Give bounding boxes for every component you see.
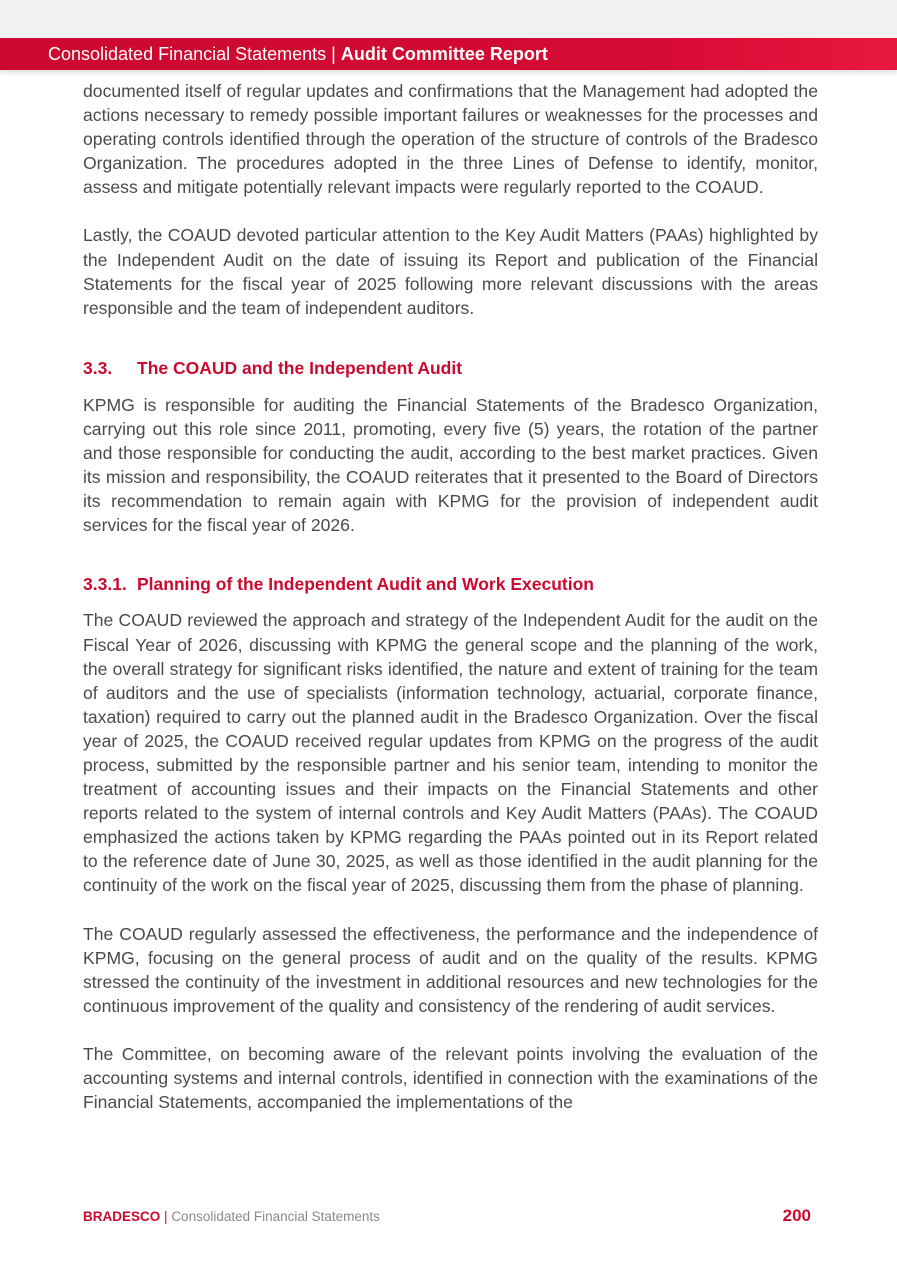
header-section: Consolidated Financial Statements bbox=[48, 44, 327, 64]
header-separator: | bbox=[331, 44, 336, 64]
page-content bbox=[83, 79, 818, 1114]
paragraph-continued: documented itself of regular updates and confirmations that the Management had adopted the actions necessary to remedy possible important failures or weaknesses for the processes and operating controls identified through the operation of the structure of controls of the Bradesco Organization. The procedures adopted in the three Lines of Defense to identify, monitor, assess and mitigate potentially relevant impacts were regularly reported to the COAUD. bbox=[83, 81, 818, 198]
section-heading-3-3-1 bbox=[83, 572, 818, 596]
section-number: 3.3. bbox=[83, 357, 113, 378]
paragraph-kpmg-responsibility: KPMG is responsible for auditing the Financial Statements of the Bradesco Organization, carrying out this role since 2011, promoting, every five (5) years, the rotation of the partner and those responsible for conducting the audit, according to the best market practices. Given its mission and responsibility, the COAUD reiterates that it presented to the Board of Directors its recommendation to remain again with KPMG for the provision of independent audit services for the fiscal year of 2026. bbox=[83, 394, 818, 536]
paragraph-audit-planning: The COAUD reviewed the approach and strategy of the Independent Audit for the audit on the Fiscal Year of 2026, discussing with KPMG the general scope and the planning of the work, the overall strategy for significant risks identified, the nature and extent of training for the team of auditors and the use of specialists (information technology, actuarial, corporate finance, taxation) required to carry out the planned audit in the Bradesco Organization. Over the fiscal year of 2025, the COAUD received regular updates from KPMG on the progress of the audit process, submitted by the responsible partner and his senior team, intending to monitor the treatment of accounting issues and their impacts on the Financial Statements and other reports related to the system of internal controls and Key Audit Matters (PAAs). The COAUD emphasized the actions taken by KPMG regarding the PAAs pointed out in its Report related to the reference date of June 30, 2025, as well as those identified in the audit planning for the continuity of the work on the fiscal year of 2025, discussing them from the phase of planning. bbox=[83, 610, 818, 896]
section-heading-3-3 bbox=[83, 356, 818, 380]
header-title bbox=[48, 44, 548, 64]
section-title: Planning of the Independent Audit and Work Execution bbox=[137, 574, 594, 595]
page-number: 200 bbox=[782, 1206, 811, 1225]
top-margin-strip bbox=[0, 0, 897, 38]
paragraph-committee: The Committee, on becoming aware of the relevant points involving the evaluation of the accounting systems and internal controls, identified in connection with the examinations of the Financial Statements, accompanied the implementations of the bbox=[83, 1043, 818, 1113]
header-bar bbox=[0, 38, 897, 70]
section-number: 3.3.1. bbox=[83, 574, 127, 595]
footer-document: Consolidated Financial Statements bbox=[171, 1209, 380, 1224]
header-report-title: Audit Committee Report bbox=[340, 44, 548, 64]
paragraph-independence: The COAUD regularly assessed the effectiveness, the performance and the independence of KPMG, focusing on the general process of audit and on the quality of the results. KPMG stressed the continuity of the investment in additional resources and new technologies for the continuous improvement of the quality and consistency of the rendering of audit services. bbox=[83, 923, 818, 1016]
section-title: The COAUD and the Independent Audit bbox=[137, 357, 463, 378]
paragraph-lastly: Lastly, the COAUD devoted particular attention to the Key Audit Matters (PAAs) highlighted by the Independent Audit on the date of issuing its Report and publication of the Financial Statements for the fiscal year of 2025 following more relevant discussions with the areas responsible and the team of independent auditors. bbox=[83, 225, 818, 318]
footer-brand: BRADESCO bbox=[83, 1209, 161, 1224]
footer-separator: | bbox=[164, 1209, 168, 1224]
footer bbox=[83, 1208, 380, 1226]
